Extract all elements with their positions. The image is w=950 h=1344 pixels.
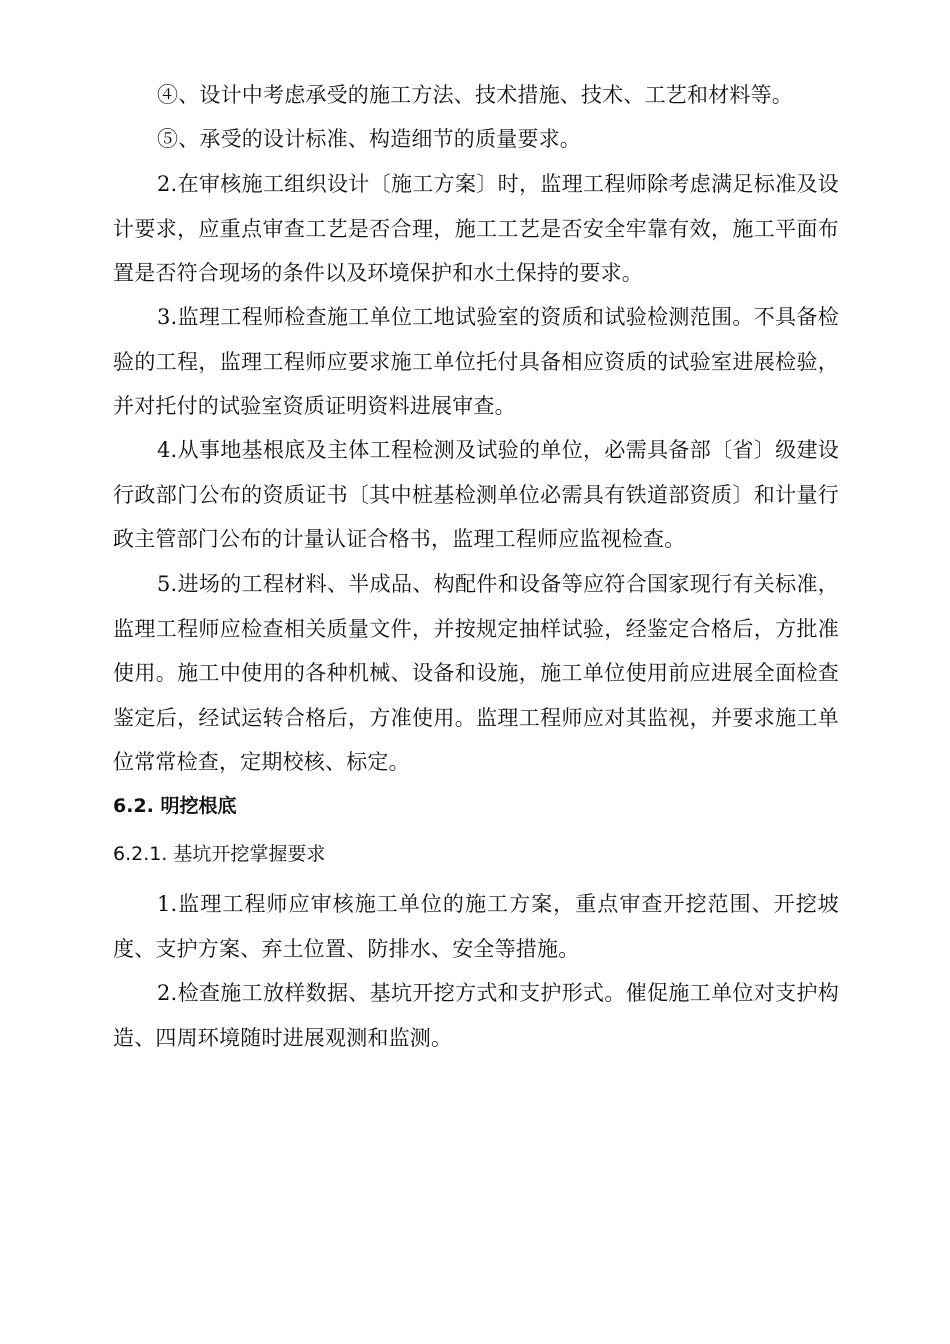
paragraph-5: 5.进场的工程材料、半成品、构配件和设备等应符合国家现行有关标准，监理工程师应检查相关质量文件，并按规定抽样试验，经鉴定合格后，方批准使用。施工中使用的各种机械、设备和设施，施工单位使用前应进展全面检查鉴定后，经试运转合格后，方准使用。监理工程师应对其监视，并要求施工单位常常检查，定期校核、标定。 bbox=[113, 572, 839, 774]
section-heading: 6.2. 明挖根底 bbox=[113, 795, 237, 817]
paragraph-3: 3.监理工程师检查施工单位工地试验室的资质和试验检测范围。不具备检验的工程，监理工程师应要求施工单位托付具备相应资质的试验室进展检验，并对托付的试验室资质证明资料进展审查。 bbox=[113, 305, 839, 418]
list-item-4: ④、设计中考虑承受的施工方法、技术措施、技术、工艺和材料等。 bbox=[157, 83, 793, 107]
sub-item-2: 2.检查施工放样数据、基坑开挖方式和支护形式。催促施工单位对支护构造、四周环境随时进展观测和监测。 bbox=[113, 981, 839, 1050]
paragraph-4: 4.从事地基根底及主体工程检测及试验的单位，必需具备部〔省〕级建设行政部门公布的资质证书〔其中桩基检测单位必需具有铁道部资质〕和计量行政主管部门公布的计量认证合格书，监理工程师应监视检查。 bbox=[113, 438, 839, 551]
sub-item-1: 1.监理工程师应审核施工单位的施工方案，重点审查开挖范围、开挖坡度、支护方案、弃土位置、防排水、安全等措施。 bbox=[113, 892, 839, 961]
list-item-5: ⑤、承受的设计标准、构造细节的质量要求。 bbox=[157, 127, 581, 151]
subsection-heading: 6.2.1. 基坑开挖掌握要求 bbox=[113, 843, 326, 865]
paragraph-2: 2.在审核施工组织设计〔施工方案〕时，监理工程师除考虑满足标准及设计要求，应重点审查工艺是否合理，施工工艺是否安全牢靠有效，施工平面布置是否符合现场的条件以及环境保护和水土保持的要求。 bbox=[113, 172, 839, 285]
